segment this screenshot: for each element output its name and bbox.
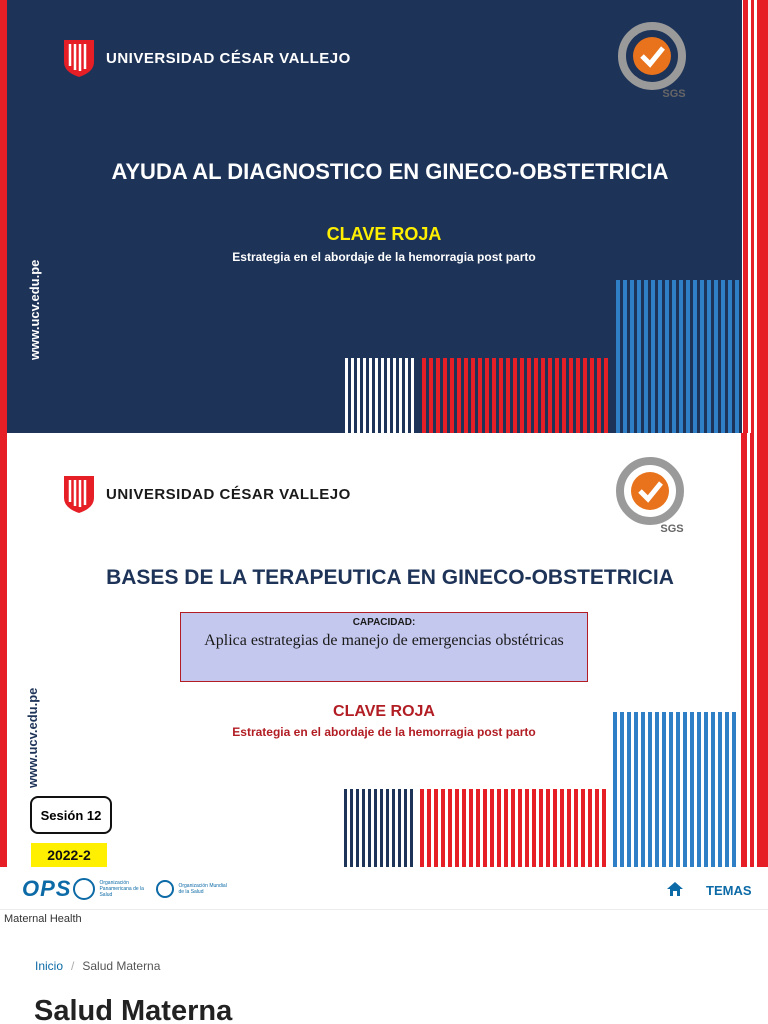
website-url: www.ucv.edu.pe	[27, 259, 42, 360]
right-red-bar	[757, 0, 768, 433]
left-red-bar	[0, 0, 7, 433]
globe-icon	[73, 878, 95, 900]
red-stripes	[420, 789, 609, 867]
breadcrumb-home-link[interactable]: Inicio	[35, 959, 64, 973]
svg-text:SGS: SGS	[662, 88, 686, 100]
maternal-health-label: Maternal Health	[4, 913, 82, 925]
slide-title: AYUDA AL DIAGNOSTICO EN GINECO-OBSTETRICIA	[111, 159, 669, 184]
breadcrumb-current: Salud Materna	[82, 959, 161, 973]
right-red-bar	[743, 0, 748, 433]
website-url: www.ucv.edu.pe	[25, 687, 40, 788]
ucv-shield-icon	[62, 474, 96, 514]
slide-subtitle: CLAVE ROJA	[333, 703, 435, 720]
right-red-bar	[750, 433, 754, 867]
left-red-bar	[0, 433, 7, 867]
blue-stripes	[616, 280, 742, 433]
svg-text:SGS: SGS	[660, 523, 684, 535]
ucv-logo	[62, 474, 351, 514]
ucv-shield-icon	[62, 38, 96, 78]
breadcrumb-separator: /	[71, 959, 75, 973]
top-navbar	[0, 867, 768, 910]
red-stripes	[422, 358, 611, 433]
ucv-logo	[62, 38, 351, 78]
slide-title: BASES DE LA TERAPEUTICA EN GINECO-OBSTETRICIA	[106, 566, 674, 589]
slide-1	[0, 0, 768, 433]
period-badge: 2022-2	[31, 843, 107, 867]
ops-org-name: Organización Panamericana de la Salud	[99, 880, 144, 898]
ops-web-page	[0, 867, 768, 1024]
navy-stripes	[344, 789, 416, 867]
capacity-label: CAPACIDAD:	[352, 617, 416, 628]
session-badge: Sesión 12	[30, 796, 112, 834]
university-name: UNIVERSIDAD CÉSAR VALLEJO	[106, 485, 351, 503]
slide-2	[0, 433, 768, 867]
slide-subtitle: CLAVE ROJA	[326, 224, 442, 244]
blue-stripes	[613, 712, 739, 867]
capacity-box	[180, 612, 588, 682]
slide-description: Estrategia en el abordaje de la hemorragia post parto	[232, 250, 536, 264]
capacity-text: Aplica estrategias de manejo de emergencias obstétricas	[204, 632, 564, 649]
ops-logo[interactable]	[22, 876, 233, 902]
page-title: Salud Materna	[34, 995, 233, 1024]
slide-description: Estrategia en el abordaje de la hemorragia post parto	[232, 725, 536, 739]
right-red-bar	[741, 433, 747, 867]
iso-certification-icon	[612, 20, 692, 100]
right-red-bar	[751, 0, 754, 433]
right-red-bar	[757, 433, 768, 867]
iso-certification-icon	[610, 455, 690, 535]
home-icon[interactable]	[667, 882, 683, 896]
white-stripes	[345, 358, 417, 433]
university-name: UNIVERSIDAD CÉSAR VALLEJO	[106, 49, 351, 67]
nav-temas[interactable]: TEMAS	[706, 883, 752, 898]
ops-wordmark: OPS	[22, 876, 72, 901]
who-globe-icon	[156, 880, 174, 898]
breadcrumb	[35, 959, 160, 973]
who-org-name: Organización Mundial de la Salud	[178, 883, 227, 895]
